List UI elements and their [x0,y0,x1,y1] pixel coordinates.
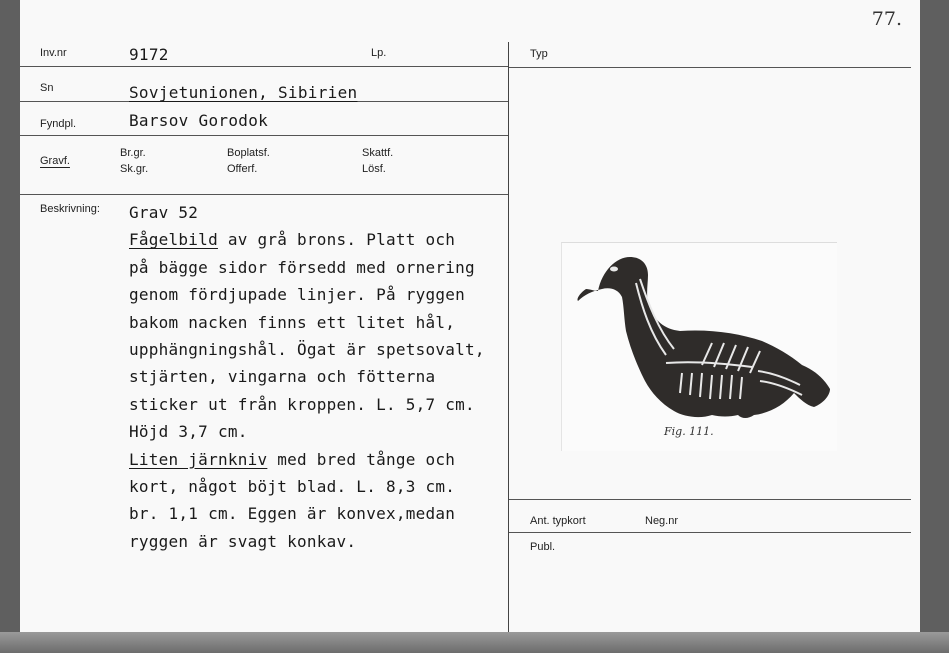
scan-edge [0,632,949,653]
boplatsf-label: Boplatsf. [227,147,270,159]
desc-line: stjärten, vingarna och fötterna [129,367,436,387]
rule-publ [509,532,911,533]
desc-line-text: av grå brons. Platt och [217,230,456,250]
fyndpl-value: Barsov Gorodok [129,111,269,130]
brgr-label: Br.gr. [120,147,146,159]
typ-label: Typ [530,48,548,60]
rule-ant [509,499,911,500]
desc-line: sticker ut från kroppen. L. 5,7 cm. [129,394,475,414]
grave-heading: Grav 52 [129,203,199,222]
invnr-value: 9172 [129,45,169,64]
desc-line: br. 1,1 cm. Eggen är konvex,medan [129,504,456,524]
rule-grav [20,194,508,195]
invnr-label: Inv.nr [40,47,67,59]
description-text [129,199,485,555]
rule-invnr [20,66,508,67]
catalog-card [20,0,920,632]
gravf-label: Gravf. [40,155,70,167]
item2-title: Liten järnkniv [129,449,268,469]
item1-title: Fågelbild [129,230,218,250]
desc-line-text: med bred tånge och [267,449,456,469]
sn-value: Sovjetunionen, Sibirien [129,83,358,102]
desc-line: ryggen är svagt konkav. [129,531,357,551]
desc-line: bakom nacken finns ett litet hål, [129,312,456,332]
beskrivning-label: Beskrivning: [40,203,100,215]
desc-line: upphängningshål. Ögat är spetsovalt, [129,340,485,360]
desc-line [129,446,485,473]
losf-label: Lösf. [362,163,386,175]
desc-line: Höjd 3,7 cm. [129,422,248,442]
column-divider [508,42,509,632]
lp-label: Lp. [371,47,387,59]
rule-typ [509,67,911,68]
negnr-label: Neg.nr [645,515,679,527]
bird-figurine-image [562,243,837,423]
rule-fyndpl [20,135,508,136]
ant-typkort-label: Ant. typkort [530,515,586,527]
desc-line: genom fördjupade linjer. På ryggen [129,285,466,305]
artifact-photo [561,242,837,451]
skgr-label: Sk.gr. [120,163,149,175]
skattf-label: Skattf. [362,147,394,159]
sn-label: Sn [40,82,54,94]
offerf-label: Offerf. [227,163,258,175]
desc-line: kort, något böjt blad. L. 8,3 cm. [129,477,456,497]
figure-caption: Fig. 111. [664,425,714,438]
corner-number: 77. [871,8,902,30]
fyndpl-label: Fyndpl. [40,118,77,130]
desc-line: på bägge sidor försedd med ornering [129,257,475,277]
publ-label: Publ. [530,541,556,553]
desc-line [129,226,485,253]
